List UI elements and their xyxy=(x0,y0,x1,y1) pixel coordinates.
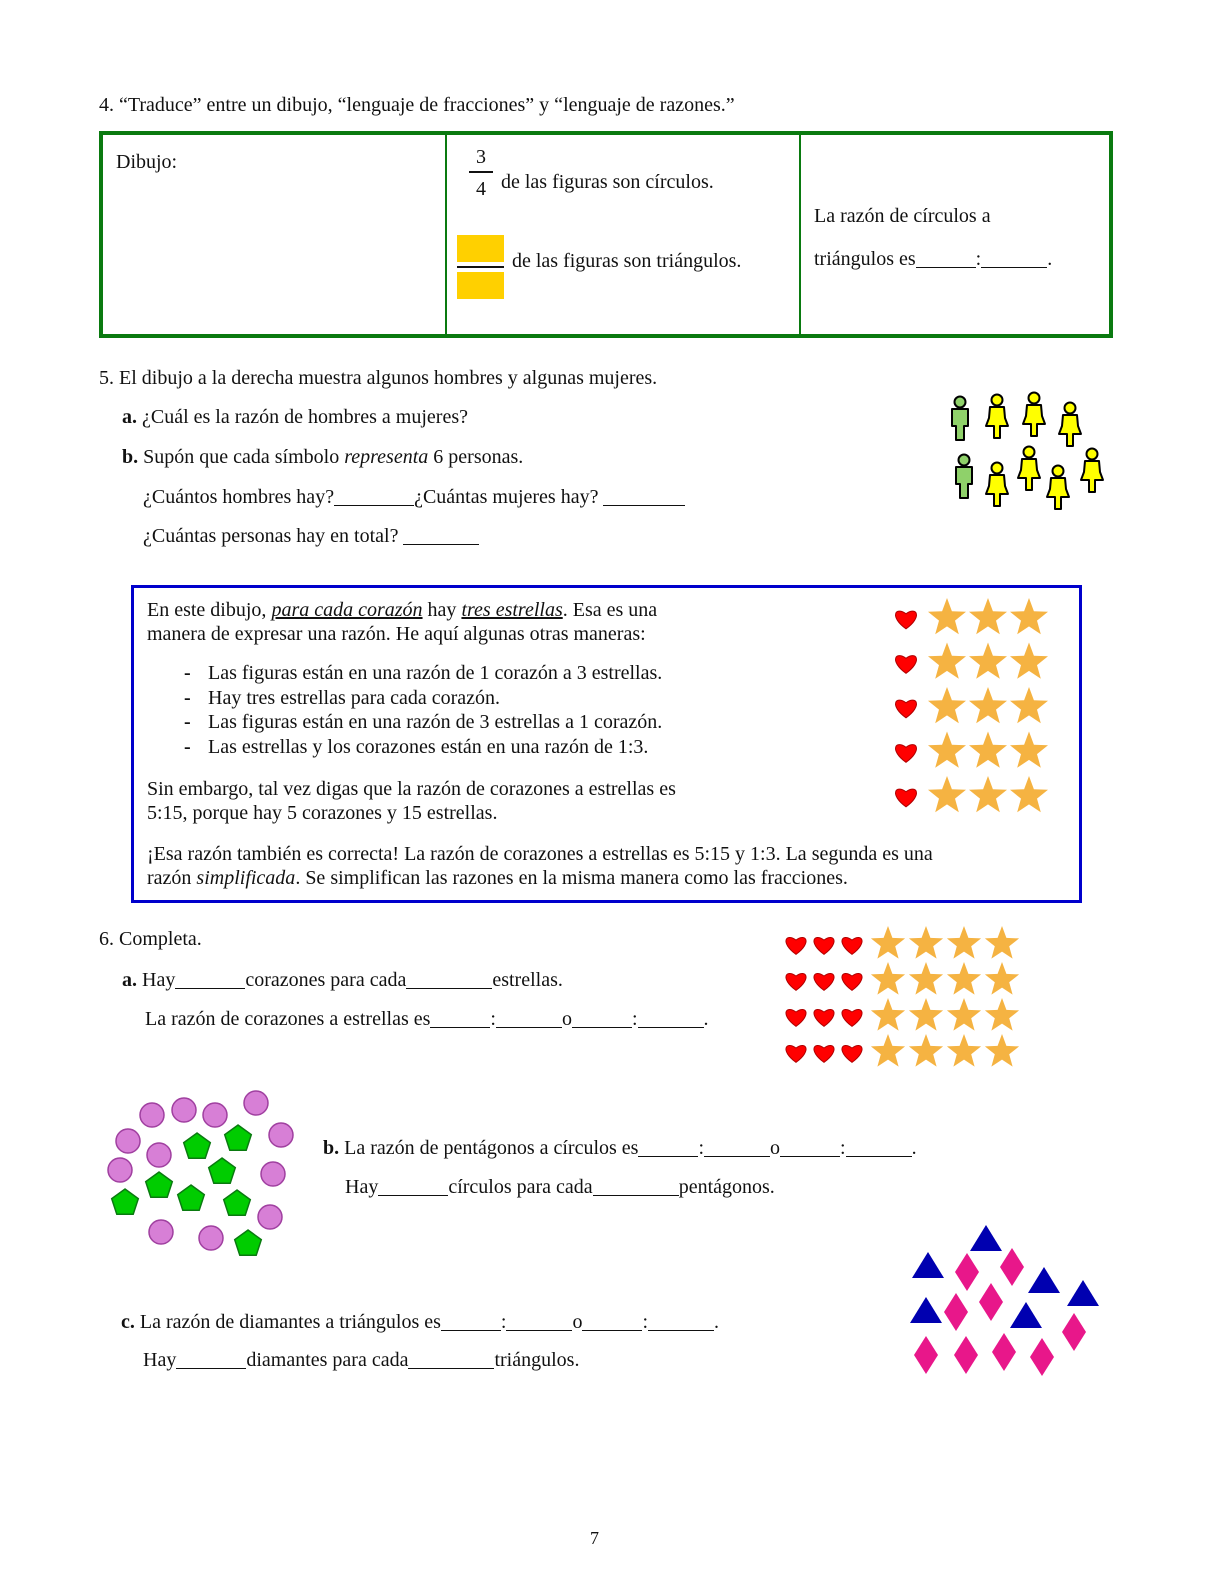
problem-5b xyxy=(122,446,523,469)
list-item xyxy=(184,735,662,760)
info-p1-line1 xyxy=(147,599,657,622)
circle-icon xyxy=(108,1158,132,1182)
bullet: - xyxy=(184,735,191,758)
label-b: b. xyxy=(122,446,139,468)
answer-total[interactable] xyxy=(403,524,479,545)
diamond-icon xyxy=(1062,1313,1086,1351)
or: o xyxy=(572,1311,583,1333)
woman-icon xyxy=(1047,466,1069,510)
sep: : xyxy=(840,1137,846,1159)
problem-6a-line2 xyxy=(145,1007,709,1031)
circle-icon xyxy=(147,1143,171,1167)
pentagon-icon xyxy=(235,1230,262,1255)
star-icon xyxy=(947,926,981,959)
italic-text: representa xyxy=(344,446,429,468)
woman-icon xyxy=(1081,449,1103,493)
answer-stars[interactable] xyxy=(406,968,492,989)
sep: : xyxy=(490,1008,496,1030)
question-men: ¿Cuántos hombres hay? xyxy=(143,486,335,508)
fraction-blank-input[interactable] xyxy=(457,235,504,299)
end: . xyxy=(714,1311,720,1333)
answer-pentagons[interactable] xyxy=(593,1175,679,1196)
total-question xyxy=(143,524,479,548)
ratio-line2 xyxy=(814,247,1052,271)
text: Hay xyxy=(142,969,176,991)
ratio-blank-2[interactable] xyxy=(496,1007,562,1028)
diamond-icon xyxy=(992,1333,1016,1371)
circle-icon xyxy=(269,1123,293,1147)
answer-triangles[interactable] xyxy=(408,1348,494,1369)
sep: : xyxy=(642,1311,649,1333)
woman-icon xyxy=(986,463,1008,507)
ratio-blank-2[interactable] xyxy=(506,1310,572,1331)
text: hay xyxy=(422,599,462,621)
list-item xyxy=(184,710,662,735)
ratio-blank-1[interactable] xyxy=(430,1007,490,1028)
italic-text: simplificada xyxy=(196,867,296,889)
star-icon xyxy=(909,962,943,995)
label-b: b. xyxy=(323,1137,340,1159)
circle-icon xyxy=(149,1220,173,1244)
ratio-blank-4[interactable] xyxy=(846,1136,912,1157)
text: razón xyxy=(147,867,197,889)
text: círculos para cada xyxy=(448,1176,593,1198)
drawing-label: Dibujo: xyxy=(116,151,178,173)
diamond-icon xyxy=(944,1293,968,1331)
diamond-icon xyxy=(955,1253,979,1291)
heart-icon xyxy=(786,973,806,990)
question-a: ¿Cuál es la razón de hombres a mujeres? xyxy=(142,406,468,428)
ratio-blank-1[interactable] xyxy=(916,247,976,268)
text: pentágonos. xyxy=(678,1176,775,1198)
ratio-blank-1[interactable] xyxy=(441,1310,501,1331)
pentagon-icon xyxy=(184,1133,211,1158)
label-a: a. xyxy=(122,969,137,991)
star-icon xyxy=(871,926,905,959)
label-a: a. xyxy=(122,406,137,428)
text: estrellas. xyxy=(492,969,563,991)
problem-6c-line2 xyxy=(143,1348,579,1372)
man-icon xyxy=(952,397,968,441)
answer-circles[interactable] xyxy=(378,1175,448,1196)
problem-5a xyxy=(122,406,468,429)
star-icon xyxy=(871,1034,905,1067)
star-icon xyxy=(909,1034,943,1067)
end: . xyxy=(703,1008,709,1030)
circle-icon xyxy=(244,1091,268,1115)
star-icon xyxy=(985,998,1019,1031)
pentagon-icon xyxy=(225,1125,252,1150)
star-icon xyxy=(947,1034,981,1067)
numerator-box[interactable] xyxy=(457,235,504,262)
text: La razón de diamantes a triángulos es xyxy=(139,1311,441,1333)
emphasis-three-stars: tres estrellas xyxy=(461,599,563,621)
bullet: - xyxy=(184,686,191,709)
text: . Se simplifican las razones en la misma manera como las fracciones. xyxy=(295,867,848,889)
pentagon-icon xyxy=(178,1185,205,1210)
pentagon-icon xyxy=(224,1190,251,1215)
ratio-blank-3[interactable] xyxy=(582,1310,642,1331)
bullet: - xyxy=(184,711,191,733)
or: o xyxy=(561,1008,572,1030)
text: La razón de corazones a estrellas es xyxy=(145,1008,431,1030)
heart-icon xyxy=(842,937,862,954)
sep: : xyxy=(698,1137,705,1159)
star-icon xyxy=(947,962,981,995)
men-women-questions xyxy=(143,485,685,509)
woman-icon xyxy=(1059,403,1081,447)
text: La razón de pentágonos a círculos es xyxy=(344,1137,639,1159)
diamond-icon xyxy=(1030,1338,1054,1376)
ratio-blank-3[interactable] xyxy=(572,1007,632,1028)
star-icon xyxy=(909,998,943,1031)
man-icon xyxy=(956,455,972,499)
pentagon-icon xyxy=(112,1189,139,1214)
text: En este dibujo, xyxy=(147,599,272,621)
heart-icon xyxy=(814,1045,834,1062)
pentagon-icon xyxy=(146,1172,173,1197)
info-box xyxy=(131,585,1082,903)
text: 6 personas. xyxy=(428,446,524,468)
ratio-blank-4[interactable] xyxy=(648,1310,714,1331)
heart-icon xyxy=(842,1045,862,1062)
bullet-text: Hay tres estrellas para cada corazón. xyxy=(208,686,501,709)
heart-icon xyxy=(786,1045,806,1062)
heart-icon xyxy=(814,973,834,990)
end: . xyxy=(911,1137,917,1159)
triangle-icon xyxy=(912,1252,944,1278)
bullet-text: Las figuras están en una razón de 1 corazón a 3 estrellas. xyxy=(208,662,663,684)
heart-icon xyxy=(786,937,806,954)
sep: : xyxy=(500,1311,507,1333)
ratio-line1: La razón de círculos a xyxy=(814,205,991,227)
denominator: 4 xyxy=(476,177,486,200)
circle-icon xyxy=(140,1103,164,1127)
fraction-triangles-text: de las figuras son triángulos. xyxy=(512,250,742,272)
triangle-icon xyxy=(1028,1267,1060,1293)
circle-icon xyxy=(172,1098,196,1122)
problem-6b-line2 xyxy=(345,1175,775,1199)
text: Hay xyxy=(143,1349,177,1371)
circle-icon xyxy=(203,1103,227,1127)
triangle-icon xyxy=(910,1297,942,1323)
answer-women[interactable] xyxy=(603,485,685,506)
star-icon xyxy=(947,998,981,1031)
star-icon xyxy=(909,926,943,959)
diamond-icon xyxy=(914,1336,938,1374)
circle-icon xyxy=(116,1129,140,1153)
bullet-text: Las estrellas y los corazones están en una razón de 1:3. xyxy=(208,735,649,758)
or: o xyxy=(770,1137,781,1159)
ratio-blank-2[interactable] xyxy=(981,247,1047,268)
bullet: - xyxy=(184,662,191,684)
text: corazones para cada xyxy=(245,969,407,991)
ratio-blank-4[interactable] xyxy=(638,1007,704,1028)
denominator-box[interactable] xyxy=(457,272,504,299)
triangle-icon xyxy=(970,1225,1002,1251)
diamond-icon xyxy=(954,1336,978,1374)
problem-6b-line1 xyxy=(323,1136,917,1160)
info-p1-line2: manera de expresar una razón. He aquí algunas otras maneras: xyxy=(147,623,646,645)
label-c: c. xyxy=(121,1311,135,1333)
star-icon xyxy=(985,926,1019,959)
problem-6-title: 6. Completa. xyxy=(99,928,202,950)
translation-table xyxy=(99,131,1113,338)
star-icon xyxy=(985,962,1019,995)
text: . Esa es una xyxy=(562,599,658,621)
fraction-cell xyxy=(447,135,801,334)
question-total: ¿Cuántas personas hay en total? xyxy=(143,525,399,547)
ratio-blank-2[interactable] xyxy=(704,1136,770,1157)
ratio-ways-list xyxy=(184,661,662,759)
heart-icon xyxy=(842,1009,862,1026)
heart-icon xyxy=(814,937,834,954)
star-icon xyxy=(871,962,905,995)
circle-icon xyxy=(258,1205,282,1229)
bullet-text: Las figuras están en una razón de 3 estrellas a 1 corazón. xyxy=(208,711,663,733)
list-item xyxy=(184,661,662,686)
heart-icon xyxy=(814,1009,834,1026)
ratio-prefix: triángulos es xyxy=(814,248,916,270)
woman-icon xyxy=(1018,447,1040,491)
answer-hearts[interactable] xyxy=(175,968,245,989)
fraction-three-fourths xyxy=(469,147,493,199)
problem-4-title: 4. “Traduce” entre un dibujo, “lenguaje de fracciones” y “lenguaje de razones.” xyxy=(99,94,735,116)
info-p3-line2 xyxy=(147,867,848,890)
heart-icon xyxy=(786,1009,806,1026)
text: triángulos. xyxy=(494,1349,580,1371)
ratio-blank-1[interactable] xyxy=(638,1136,698,1157)
info-p3-line1: ¡Esa razón también es correcta! La razón de corazones a estrellas es 5:15 y 1:3. La segunda es una xyxy=(147,843,933,865)
text: Supón que cada símbolo xyxy=(143,446,345,468)
heart-icon xyxy=(842,973,862,990)
text: Hay xyxy=(345,1176,379,1198)
diamond-icon xyxy=(979,1283,1003,1321)
answer-diamonds[interactable] xyxy=(176,1348,246,1369)
problem-6c-line1 xyxy=(121,1310,719,1334)
info-p2-line2: 5:15, porque hay 5 corazones y 15 estrellas. xyxy=(147,802,498,824)
woman-icon xyxy=(986,395,1008,439)
fraction-circles-text: de las figuras son círculos. xyxy=(501,171,714,193)
woman-icon xyxy=(1023,393,1045,437)
numerator: 3 xyxy=(476,146,486,168)
emphasis-for-each-heart: para cada corazón xyxy=(271,599,423,621)
ratio-blank-3[interactable] xyxy=(780,1136,840,1157)
text: diamantes para cada xyxy=(246,1349,409,1371)
circle-icon xyxy=(261,1162,285,1186)
question-women: ¿Cuántas mujeres hay? xyxy=(414,486,599,508)
ratio-end: . xyxy=(1047,248,1053,270)
problem-6a-line1 xyxy=(122,968,563,992)
page-number: 7 xyxy=(590,1528,599,1548)
sep: : xyxy=(631,1008,638,1030)
drawing-cell[interactable] xyxy=(103,135,447,334)
star-icon xyxy=(871,998,905,1031)
list-item xyxy=(184,686,662,711)
problem-5-title: 5. El dibujo a la derecha muestra algunos hombres y algunas mujeres. xyxy=(99,367,658,389)
diamond-icon xyxy=(1000,1248,1024,1286)
triangle-icon xyxy=(1010,1302,1042,1328)
answer-men[interactable] xyxy=(334,485,414,506)
ratio-sep: : xyxy=(975,248,982,270)
triangle-icon xyxy=(1067,1280,1099,1306)
ratio-cell xyxy=(801,135,1109,334)
info-p2-line1: Sin embargo, tal vez digas que la razón de corazones a estrellas es xyxy=(147,778,676,800)
star-icon xyxy=(985,1034,1019,1067)
circle-icon xyxy=(199,1226,223,1250)
pentagon-icon xyxy=(209,1158,236,1183)
